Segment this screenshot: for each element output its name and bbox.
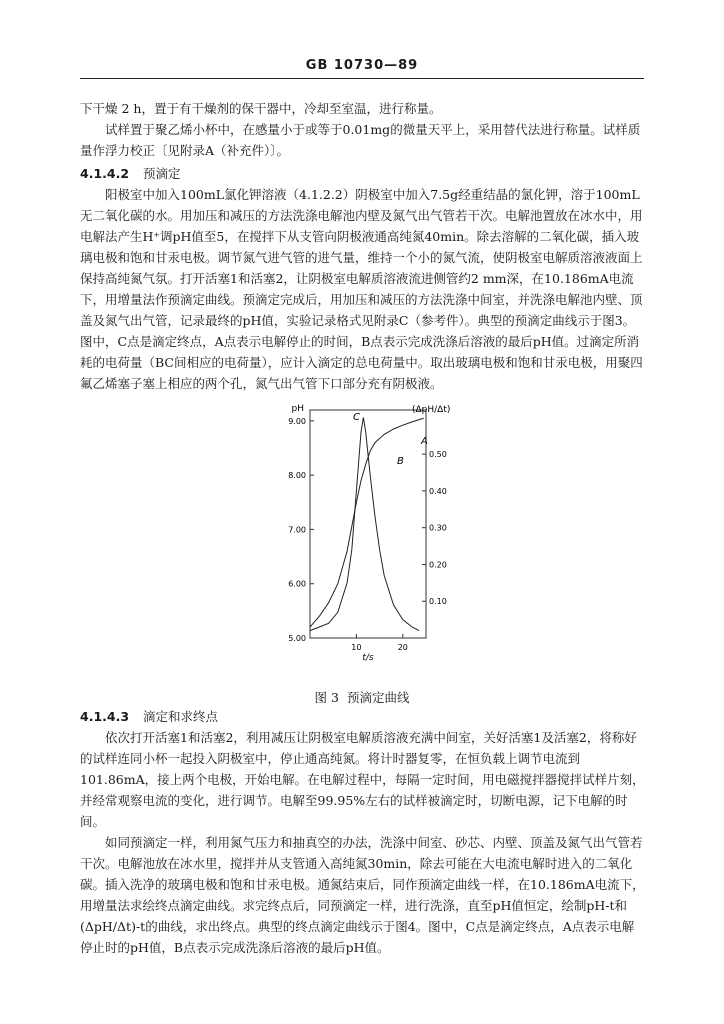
point-b-label: B [397,456,404,467]
derivative-curve [310,417,419,630]
right-tick-label: 0.30 [429,523,447,533]
right-tick-label: 0.50 [429,450,447,460]
section-4143-heading [80,707,218,725]
section-4143-paragraph-1: 依次打开活塞1和活塞2，利用减压让阴极室电解质溶液充满中间室，关好活塞1及活塞2，将称好的试样连同小杯一起投入阴极室中，停止通高纯氮。将计时器复零，在恒负载上调节电流到101.86mA，接上两个电极，开始电解。在电解过程中，每隔一定时间，用电磁搅拌器搅拌试样片刻，并经常观察电流的变化，进行调节。电解至99.95%左右的试样被滴定时，切断电源，记下电解的时间。 [80,730,645,829]
left-tick-label: 9.00 [288,416,306,426]
figure-caption [0,688,724,706]
point-a-label: A [421,436,428,447]
x-tick-label: 20 [397,643,408,652]
left-tick-label: 5.00 [288,634,306,643]
section-4142-paragraph-1: 阳极室中加入100mL氯化钾溶液（4.1.2.2）阴极室中加入7.5g经重结晶的氯化钾，溶于100mL无二氧化碳的水。用加压和减压的方法洗涤电解池内壁及氮气出气管若干次。电解池置放在冰水中，用电解法产生H⁺调pH值至5，在搅拌下从支管向阴极液通高纯氮40min。除去溶解的二氧化碳，插入玻璃电极和饱和甘汞电极。调节氮气进气管的进气量，维持一个小的氮气流，使阴极室电解质溶液液面上保持高纯氮气氛。打开活塞1和活塞2，让阴极室电解质溶液流进侧管约2 mm深，在10.186mA电流下，用增量法作预滴定曲线。预滴定完成后，用加压和减压的方法洗涤中间室，并洗涤电解池内壁、顶盖及氮气出气管，记录最终的pH值，实验记录格式见附录C（参考件）。典型的预滴定曲线示于图3。图中，C点是滴定终点，A点表示电解停止的时间，B点表示完成洗涤后溶液的最后pH值。过滴定所消耗的电荷量（BC间相应的电荷量），应计入滴定的总电荷量中。取出玻璃电极和饱和甘汞电极，用聚四氟乙烯塞子塞上相应的两个孔，氮气出气管下口部分充有阴极液。 [80,187,643,391]
right-axis-label: (ΔpH/Δt) [412,405,451,415]
figure-caption-number: 图 3 [314,690,339,705]
x-tick-label: 10 [351,643,362,652]
figure-caption-title: 预滴定曲线 [346,690,410,705]
left-axis-label: pH [291,404,304,414]
header-rule [80,78,644,79]
section-4143-paragraph-2: 如同预滴定一样，利用氮气压力和抽真空的办法，洗涤中间室、砂芯、内壁、顶盖及氮气出气管若干次。电解池放在冰水里，搅拌并从支管通入高纯氮30min，除去可能在大电流电解时进入的二氧化碳。插入洗净的玻璃电极和饱和甘汞电极。通氮结束后，同作预滴定曲线一样，在10.186mA电流下，用增量法求绘终点滴定曲线。求完终点后，同预滴定一样，进行洗涤，直至pH值恒定，绘制pH-t和(ΔpH/Δt)-t的曲线，求出终点。典型的终点滴定曲线示于图4。图中，C点是滴定终点，A点表示电解停止时的pH值，B点表示完成洗涤后溶液的最后pH值。 [80,835,645,955]
intro-paragraph-2: 试样置于聚乙烯小杯中，在感量小于或等于0.01mg的微量天平上，采用替代法进行称量。试样质量作浮力校正〔见附录A（补充件）〕。 [80,122,641,158]
left-tick-label: 8.00 [288,471,306,481]
standard-number-header: GB 10730—89 [305,58,419,73]
section-4143-body [80,727,646,958]
section-4143-number: 4.1.4.3 [80,709,130,724]
ph-curve [310,418,424,627]
section-4142-number: 4.1.4.2 [80,166,130,181]
intro-paragraph-1: 下干燥 2 h，置于有干燥剂的保干器中，冷却至室温，进行称量。 [80,101,442,116]
section-4143-title: 滴定和求终点 [143,709,219,724]
x-axis-label: t/s [362,653,374,663]
section-4142-title: 预滴定 [143,166,181,181]
left-tick-label: 7.00 [288,525,306,535]
right-tick-label: 0.10 [429,597,447,607]
section-4142-body [80,184,646,394]
left-tick-label: 6.00 [288,579,306,589]
right-tick-label: 0.40 [429,486,447,496]
intro-block [80,98,646,161]
section-4142-heading [80,164,181,182]
right-tick-label: 0.20 [429,560,447,570]
point-c-label: C [353,412,360,423]
pre-titration-chart [270,398,470,680]
